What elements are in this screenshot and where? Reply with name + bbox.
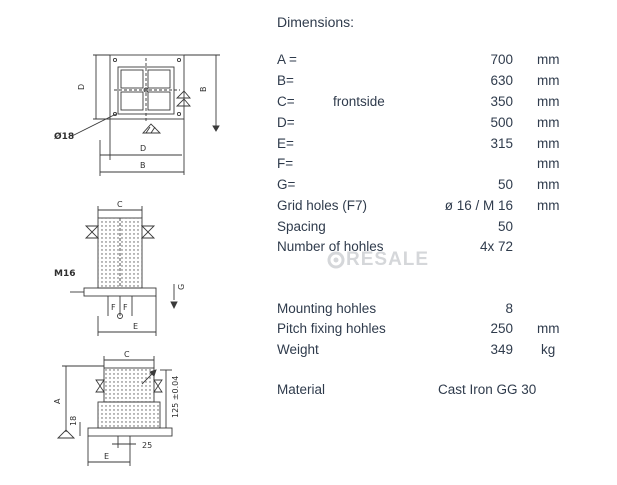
drawing-label-25: 25: [142, 441, 153, 450]
top-plan-view: [72, 55, 220, 176]
gear-icon: [326, 249, 346, 271]
drawing-label-a: A: [53, 398, 62, 404]
spec-row: [277, 73, 513, 91]
spec-unit: mm: [537, 321, 560, 336]
drawing-label-e-bottom: E: [104, 452, 110, 461]
spec-unit: mm: [537, 115, 560, 130]
spec-label: E=: [277, 136, 294, 151]
spec-label: Grid holes (F7): [277, 198, 368, 213]
technical-drawings: [0, 0, 260, 485]
spec-row: [277, 219, 513, 237]
resale-watermark: [326, 248, 458, 272]
spec-label: Number of hohles: [277, 239, 384, 254]
drawing-label-b-bottom: B: [140, 161, 146, 170]
material-label: Material: [277, 382, 326, 397]
spec-row: [277, 198, 513, 216]
spec-row: [277, 115, 513, 133]
spec-label: C=: [277, 94, 295, 109]
spec-unit: kg: [541, 342, 556, 357]
drawing-label-18: 18: [69, 415, 78, 426]
drawing-label-c-bottom: C: [124, 350, 130, 359]
drawing-label-b-right: B: [199, 86, 208, 92]
drawing-label-g: G: [177, 283, 186, 290]
spec-label: Spacing: [277, 219, 326, 234]
spec-value: 8: [505, 301, 513, 316]
middle-side-view: [70, 206, 177, 336]
spec-unit: mm: [537, 136, 560, 151]
spec-label: B=: [277, 73, 294, 88]
spec-value: 4x 72: [479, 239, 513, 254]
spec-value: 50: [497, 219, 513, 234]
spec-row: [277, 52, 513, 70]
drawing-label-d-left: D: [77, 83, 86, 90]
spec-value: 250: [490, 321, 513, 336]
spec-unit: mm: [537, 156, 560, 171]
bottom-front-view: [58, 356, 172, 466]
spec-row: [277, 94, 513, 112]
drawing-label-125: 125 ±0.04: [171, 375, 180, 418]
spec-row: [277, 342, 513, 360]
dimensions-heading: Dimensions:: [277, 14, 355, 30]
spec-label: Mounting hohles: [277, 301, 377, 316]
drawing-label-c-mid: C: [117, 200, 123, 209]
spec-row: [277, 177, 513, 195]
drawing-label-hole: Ø18: [54, 132, 75, 142]
spec-value: 350: [490, 94, 513, 109]
drawing-label-e-mid: E: [133, 322, 139, 331]
spec-label: G=: [277, 177, 296, 192]
spec-value: 630: [490, 73, 513, 88]
spec-unit: mm: [537, 73, 560, 88]
spec-value: 315: [490, 136, 513, 151]
spec-note: frontside: [333, 94, 385, 109]
spec-label: Pitch fixing hohles: [277, 321, 386, 336]
drawing-label-m16: M16: [54, 269, 76, 279]
drawing-label-d-bottom: D: [140, 144, 147, 153]
spec-row: [277, 301, 513, 319]
watermark-text: RESALE: [346, 249, 430, 270]
spec-value: ø 16 / M 16: [444, 198, 513, 213]
spec-row: [277, 136, 513, 154]
spec-label: D=: [277, 115, 295, 130]
material-value: Cast Iron GG 30: [438, 382, 537, 397]
spec-value: 50: [497, 177, 513, 192]
spec-label: F=: [277, 156, 294, 171]
spec-label: A =: [277, 52, 297, 67]
spec-unit: mm: [537, 94, 560, 109]
spec-unit: mm: [537, 177, 560, 192]
spec-row: [277, 321, 513, 339]
spec-value: 500: [490, 115, 513, 130]
drawing-label-f2: F: [123, 303, 128, 312]
spec-unit: mm: [537, 52, 560, 67]
drawing-label-f1: F: [111, 303, 116, 312]
spec-value: 349: [490, 342, 513, 357]
spec-row: [277, 156, 513, 174]
spec-unit: mm: [537, 198, 560, 213]
spec-value: 700: [490, 52, 513, 67]
spec-label: Weight: [277, 342, 319, 357]
